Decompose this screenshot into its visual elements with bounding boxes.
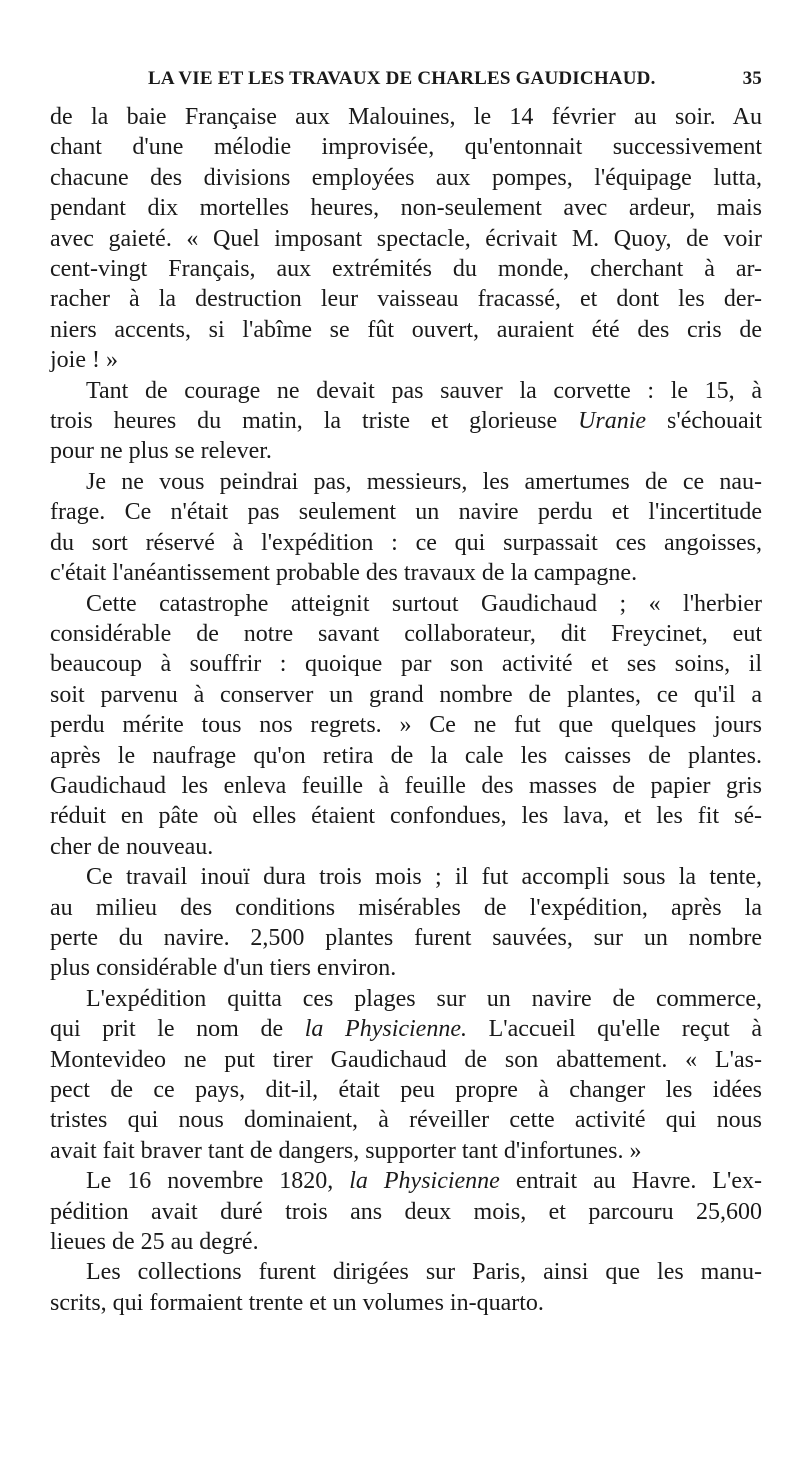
text-line: Les collections furent dirigées sur Paris, ainsi que les manu- bbox=[86, 1259, 762, 1286]
text-line: chacune des divisions employées aux pompes, l'équipage lutta, bbox=[50, 164, 762, 191]
paragraph bbox=[50, 102, 762, 376]
text-line: niers accents, si l'abîme se fût ouvert, auraient été des cris de bbox=[50, 316, 762, 343]
running-head bbox=[50, 68, 762, 90]
text-line: racher à la destruction leur vaisseau fracassé, et dont les der- bbox=[50, 286, 762, 313]
text-segment: entrait au Havre. L'ex- bbox=[499, 1168, 762, 1195]
running-title: LA VIE ET LES TRAVAUX DE CHARLES GAUDICHAUD. bbox=[148, 68, 656, 89]
text-line: au milieu des conditions misérables de l'expédition, après la bbox=[50, 894, 762, 921]
text-line: Tant de courage ne devait pas sauver la corvette : le 15, à bbox=[86, 377, 762, 404]
text-line: soit parvenu à conserver un grand nombre de plantes, ce qu'il a bbox=[50, 681, 762, 708]
text-line: beaucoup à souffrir : quoique par son activité et ses soins, il bbox=[50, 651, 762, 678]
text-line: réduit en pâte où elles étaient confondues, les lava, et les fit sé- bbox=[50, 803, 762, 830]
text-line-with-italic bbox=[50, 1166, 762, 1196]
text-segment: s'échouait bbox=[646, 408, 762, 435]
paragraph bbox=[50, 467, 762, 589]
text-line-with-italic bbox=[50, 406, 762, 436]
text-segment: L'accueil qu'elle reçut à bbox=[467, 1016, 762, 1043]
text-line: cher de nouveau. bbox=[50, 833, 214, 860]
text-line: considérable de notre savant collaborateur, dit Freycinet, eut bbox=[50, 620, 762, 647]
paragraph bbox=[50, 589, 762, 863]
text-line: Gaudichaud les enleva feuille à feuille des masses de papier gris bbox=[50, 772, 762, 799]
text-line: pédition avait duré trois ans deux mois, et parcouru 25,600 bbox=[50, 1198, 762, 1225]
text-segment: qui prit le nom de bbox=[50, 1016, 305, 1043]
text-line: Cette catastrophe atteignit surtout Gaudichaud ; « l'herbier bbox=[86, 590, 762, 617]
text-line: avait fait braver tant de dangers, supporter tant d'infortunes. » bbox=[50, 1137, 642, 1164]
text-line: pect de ce pays, dit-il, était peu propre à changer les idées bbox=[50, 1077, 762, 1103]
paragraph bbox=[50, 862, 762, 984]
text-line: frage. Ce n'était pas seulement un navire perdu et l'incertitude bbox=[50, 499, 762, 526]
text-line: tristes qui nous dominaient, à réveiller cette activité qui nous bbox=[50, 1107, 762, 1134]
text-line: chant d'une mélodie improvisée, qu'entonnait successivement bbox=[50, 134, 762, 161]
text-line: perdu mérite tous nos regrets. » Ce ne fut que quelques jours bbox=[50, 712, 762, 739]
text-line-with-italic bbox=[50, 1014, 762, 1044]
paragraph bbox=[50, 1166, 762, 1257]
text-line: joie ! » bbox=[50, 347, 118, 374]
text-line: Je ne vous peindrai pas, messieurs, les amertumes de ce nau- bbox=[86, 468, 762, 495]
text-line: Montevideo ne put tirer Gaudichaud de son abattement. « L'as- bbox=[50, 1046, 762, 1073]
text-line: Ce travail inouï dura trois mois ; il fut accompli sous la tente, bbox=[86, 864, 762, 891]
text-line: lieues de 25 au degré. bbox=[50, 1229, 259, 1256]
book-page bbox=[50, 68, 762, 1318]
text-line: avec gaieté. « Quel imposant spectacle, écrivait M. Quoy, de voir bbox=[50, 225, 762, 252]
text-line: perte du navire. 2,500 plantes furent sauvées, sur un nombre bbox=[50, 924, 762, 951]
body-text bbox=[50, 102, 762, 1318]
text-line: après le naufrage qu'on retira de la cale les caisses de plantes. bbox=[50, 742, 762, 769]
paragraph bbox=[50, 376, 762, 467]
text-line: pour ne plus se relever. bbox=[50, 438, 272, 465]
text-line: de la baie Française aux Malouines, le 14 février au soir. Au bbox=[50, 104, 762, 130]
ship-name-italic: Uranie bbox=[578, 408, 647, 435]
text-line: pendant dix mortelles heures, non-seulement avec ardeur, mais bbox=[50, 195, 762, 222]
text-line: cent-vingt Français, aux extrémités du monde, cherchant à ar- bbox=[50, 256, 762, 283]
text-line: L'expédition quitta ces plages sur un navire de commerce, bbox=[86, 985, 762, 1012]
ship-name-italic: la Physicienne bbox=[349, 1168, 500, 1195]
text-line: du sort réservé à l'expédition : ce qui surpassait ces angoisses, bbox=[50, 529, 762, 556]
paragraph bbox=[50, 1257, 762, 1318]
text-segment: trois heures du matin, la triste et glorieuse bbox=[50, 408, 579, 435]
page-number: 35 bbox=[742, 68, 762, 89]
text-line: plus considérable d'un tiers environ. bbox=[50, 955, 397, 982]
ship-name-italic: la Physicienne. bbox=[304, 1016, 467, 1043]
text-line: scrits, qui formaient trente et un volumes in-quarto. bbox=[50, 1289, 544, 1316]
text-line: c'était l'anéantissement probable des travaux de la campagne. bbox=[50, 560, 638, 587]
text-segment: Le 16 novembre 1820, bbox=[86, 1168, 350, 1195]
paragraph bbox=[50, 984, 762, 1166]
